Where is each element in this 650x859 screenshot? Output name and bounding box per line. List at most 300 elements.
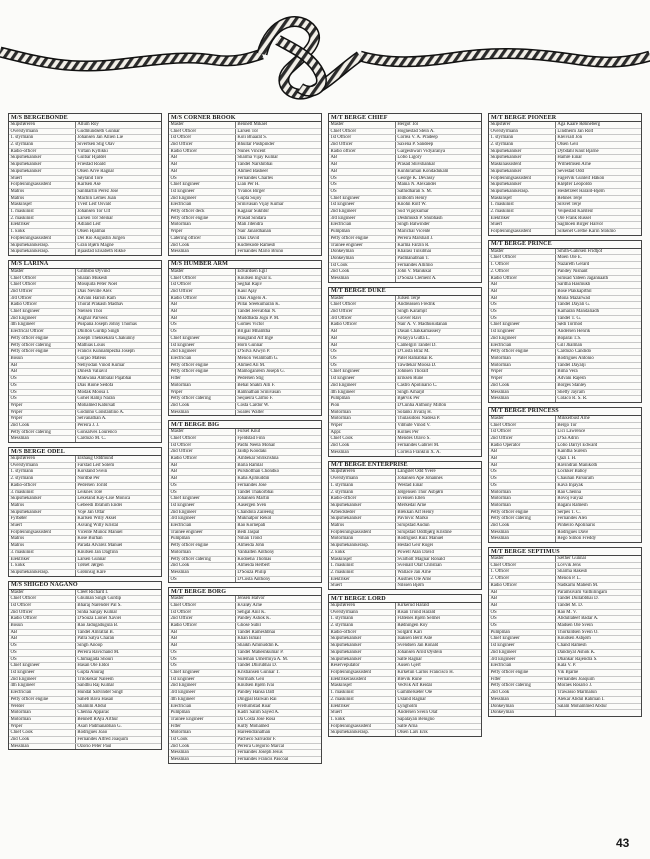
crew-rank: 1. kokk — [329, 717, 396, 723]
crew-rank: AB — [169, 643, 236, 649]
crew-rank: Radio Officer — [9, 302, 76, 308]
crew-row — [329, 309, 481, 316]
crew-rank: Radio-officer — [9, 483, 76, 489]
crew-member-name: Bharaj Narender Pal S. — [77, 602, 122, 608]
crew-member-name: Eldholm Henry — [397, 195, 428, 201]
crew-row — [489, 690, 641, 697]
crew-list-grid — [8, 113, 642, 833]
crew-rank: Skipsmekaniker — [489, 155, 556, 161]
crew-row — [9, 229, 161, 236]
crew-row — [9, 363, 161, 370]
crew-row — [9, 410, 161, 417]
crew-rank: Wiper — [169, 390, 236, 396]
crew-row — [9, 189, 161, 196]
crew-rank: OS — [169, 176, 236, 182]
crew-row — [169, 536, 321, 543]
crew-rank: AB — [329, 162, 396, 168]
crew-member-name: Shamim Abdul — [77, 703, 107, 709]
crew-rank: Chief Engineer — [169, 496, 236, 502]
crew-row — [489, 623, 641, 630]
crew-rank: 2nd Cook — [9, 423, 76, 429]
crew-rank: 1. maskinist — [329, 563, 396, 569]
crew-rank: 4th Engineer — [9, 683, 76, 689]
crew-row — [329, 236, 481, 243]
crew-member-name: Sevestad Odd — [557, 168, 584, 174]
crew-rank: Radio officer — [329, 149, 396, 155]
crew-member-name: Koli Bhaarat S. — [237, 135, 268, 141]
crew-row — [489, 390, 641, 397]
crew-member-name: Vedvik Alf Reidar — [397, 683, 433, 689]
crew-row — [9, 610, 161, 617]
crew-rank: Petty officer engine — [489, 510, 556, 516]
crew-member-name: Makwana Ambalal Pajabhai — [77, 376, 132, 382]
crew-row — [169, 142, 321, 149]
crew-row — [169, 276, 321, 283]
crew-row — [9, 182, 161, 189]
crew-rank: Trainee engineer — [329, 243, 396, 249]
crew-row — [489, 296, 641, 303]
crew-member-name: Kadri Salim Sayed A. — [237, 710, 280, 716]
crew-rank: Skipsmekanikerasp. — [489, 189, 556, 195]
crew-rank: 4th Engineer — [169, 697, 236, 703]
crew-row — [329, 690, 481, 697]
crew-rank: Forpleiningsassistent — [9, 530, 76, 536]
crew-row — [329, 650, 481, 657]
crew-row — [329, 322, 481, 329]
crew-row — [9, 590, 161, 597]
crew-member-name: Nihan Trond — [237, 536, 262, 542]
crew-member-name: Julsen Terje — [397, 295, 421, 301]
crew-member-name: Fernandes Francis Pascoal — [237, 757, 289, 763]
crew-member-name: Langslet Odd Yvere — [397, 469, 436, 475]
crew-member-name: Vik Bjarne — [557, 670, 579, 675]
crew-row — [9, 603, 161, 610]
crew-rank: OS — [9, 643, 76, 649]
crew-row — [329, 349, 481, 356]
crew-row — [489, 222, 641, 229]
crew-member-name: Chenna Apparao — [77, 710, 110, 716]
crew-rank: Petty officer engine — [9, 349, 76, 355]
crew-rank: Wiper — [9, 403, 76, 409]
crew-rank: 1. kokk — [9, 563, 76, 569]
crew-member-name: Jaidip Koodaki — [237, 449, 267, 455]
crew-member-name: Knutsen Jan Dagfinn — [77, 549, 118, 555]
crew-member-name: Fernandes Alfred Joaquim — [77, 737, 128, 743]
crew-member-name: Camelgiri Tandel D. — [397, 342, 437, 348]
crew-member-name: Godinho Constantino A. — [77, 409, 125, 415]
crew-row — [329, 710, 481, 717]
crew-rank: Stuert — [9, 176, 76, 182]
crew-row — [329, 697, 481, 704]
crew-rank: 1. styrmann — [9, 469, 76, 475]
crew-member-name: Joseph Thekkekara Chakunny — [77, 335, 136, 341]
crew-row — [329, 329, 481, 336]
crew-member-name: Kudrekode Ramesh — [237, 242, 276, 248]
crew-rank: Skipsmekanikerasp. — [329, 730, 396, 736]
crew-member-name: Selvanathan A. — [77, 416, 107, 422]
crew-rank: OS — [489, 316, 556, 322]
crew-rank: Overstyrmann — [9, 129, 76, 135]
crew-row — [9, 596, 161, 603]
crew-member-name: Dias Rione Sedofa — [77, 382, 114, 388]
crew-member-name: Marichal Vicente — [397, 229, 431, 235]
crew-rank: 2nd Officer — [9, 289, 76, 295]
crew-member-name: Kala V. P. — [557, 663, 577, 669]
crew-row — [489, 583, 641, 590]
crew-rank: 1st Engineer — [489, 329, 556, 335]
crew-member-name: Singh Anoop — [77, 643, 103, 649]
crew-member-name: Knohn Rolf W. — [397, 202, 427, 208]
crew-rank: Motorman — [489, 363, 556, 369]
crew-row — [329, 196, 481, 203]
crew-rank: Chief Officer — [329, 129, 396, 135]
crew-rank: Skipsføreren — [329, 469, 396, 475]
crew-rank: AB — [489, 596, 556, 602]
crew-member-name: D'Cunha Anthony Milton — [397, 402, 447, 408]
crew-rank: AB — [169, 302, 236, 308]
crew-rank: Stuert — [329, 710, 396, 716]
crew-rank: Radio Officer — [169, 296, 236, 302]
crew-row — [489, 590, 641, 597]
crew-member-name: Asghar Parveez — [77, 315, 108, 321]
crew-rank: OS — [489, 309, 556, 315]
crew-rank: Messman — [169, 757, 236, 763]
crew-rank: OS — [9, 650, 76, 656]
crew-rank: Skipsmekaniker — [9, 155, 76, 161]
crew-row — [169, 229, 321, 236]
crew-rank: Messman — [9, 744, 76, 750]
crew-rank: Skipsmekaniker — [329, 503, 396, 509]
crew-member-name: Sharma Vijay Kumar — [237, 155, 279, 161]
crew-rank: 1. Officer — [489, 262, 556, 268]
crew-row — [489, 469, 641, 476]
crew-row — [329, 536, 481, 543]
crew-rank: 3rd Engineer — [489, 657, 556, 663]
crew-rank: Radio Officer — [169, 623, 236, 629]
crew-row — [9, 630, 161, 637]
crew-member-name: Gomes Victor — [237, 322, 265, 328]
crew-row — [169, 697, 321, 704]
crew-rank: Motorman — [169, 550, 236, 556]
crew-row — [489, 322, 641, 329]
crew-row — [9, 390, 161, 397]
crew-member-name: Gargeshwari Vidyaranya — [397, 148, 445, 154]
crew-rank: Messman — [329, 450, 396, 456]
crew-rank: Skipsmekaniker — [329, 657, 396, 663]
crew-member-name: Pandey Hansa Datt — [237, 690, 275, 696]
crew-member-name: Fernandes Alex — [557, 516, 588, 522]
crew-member-name: Mamoganresh Joseph G. — [237, 369, 285, 375]
crew-row — [169, 176, 321, 183]
crew-member-name: D'Souza Lionel Xavier — [77, 616, 122, 622]
crew-row — [329, 496, 481, 503]
crew-member-name: Pereira J. J. — [77, 423, 100, 429]
crew-row — [329, 469, 481, 476]
ship-crew-table — [488, 407, 642, 543]
crew-rank: 1st Officer — [169, 282, 236, 288]
crew-member-name: Polayya Gutta L. — [397, 335, 431, 341]
crew-member-name: Rao Kornepati — [237, 523, 266, 529]
crew-member-name: Ausen Gjert — [397, 663, 421, 669]
crew-member-name: Francis Kunnampezha Joseph — [77, 349, 135, 355]
crew-rank: Petty officer catering — [169, 557, 236, 563]
crew-rank: 2nd Engineer — [169, 510, 236, 516]
crew-member-name: Tawdekar Moosa D. — [397, 362, 437, 368]
crew-row — [9, 476, 161, 483]
crew-member-name: Veipestad Karstein — [557, 209, 594, 215]
crew-row — [169, 636, 321, 643]
crew-row — [9, 322, 161, 329]
crew-rank: Matros — [9, 503, 76, 509]
crew-rank: Wiper — [9, 416, 76, 422]
crew-row — [169, 376, 321, 383]
ship-crew-table — [488, 547, 642, 717]
crew-rank: Messman — [489, 530, 556, 536]
crew-rank: AB — [489, 463, 556, 469]
crew-member-name: Fernandes Mario Bruno — [237, 249, 284, 255]
crew-rank: 1. styrmann — [9, 135, 76, 141]
crew-rank: AB — [169, 162, 236, 168]
crew-row — [169, 704, 321, 711]
crew-rank: 2nd Officer — [329, 309, 396, 315]
crew-member-name: Pereira Marshall J. — [397, 235, 434, 241]
crew-row — [169, 550, 321, 557]
crew-rank: Skipsmekaniker — [9, 169, 76, 175]
crew-row — [329, 122, 481, 129]
crew-row — [169, 162, 321, 169]
crew-member-name: Bennett Mikael — [237, 121, 268, 127]
crew-member-name: Bhullar Pushpinder — [237, 142, 275, 147]
crew-rank: AB — [9, 636, 76, 642]
crew-row — [489, 650, 641, 657]
crew-member-name: Modak Moosa I. — [77, 389, 110, 395]
crew-rank: Elektriker — [489, 216, 556, 222]
crew-member-name: Gulbar Hjalder — [77, 155, 107, 161]
crew-rank: OS — [489, 476, 556, 482]
crew-row — [9, 403, 161, 410]
crew-member-name: Gonsalves Lourenco — [77, 429, 117, 435]
crew-row — [489, 363, 641, 370]
crew-member-name: Shaikh Aminuddin K. — [237, 643, 280, 649]
ship-name: M/S HUMBER ARM — [169, 261, 321, 269]
crew-row — [329, 142, 481, 149]
crew-rank: Chief Engineer — [9, 663, 76, 669]
crew-member-name: Pedersen Torild — [77, 482, 108, 488]
crew-rank: AB — [329, 343, 396, 349]
crew-rank: Messman — [489, 536, 556, 542]
crew-rank: Electrician — [329, 222, 396, 228]
crew-rank: Motorman — [9, 710, 76, 716]
crew-member-name: Lockker Baboy — [557, 469, 588, 475]
crew-rank: 1st Cook — [329, 263, 396, 269]
crew-member-name: Fernandes Allimio — [397, 262, 433, 268]
crew-row — [169, 543, 321, 550]
crew-member-name: Vibhute Vinod V. — [397, 423, 431, 429]
crew-member-name: Nellyodan Vinod Kumar — [77, 362, 125, 368]
crew-row — [489, 657, 641, 664]
crew-row — [489, 429, 641, 436]
crew-list — [489, 122, 641, 235]
crew-member-name: Khan Ismail — [237, 636, 261, 642]
crew-member-name: Søyland Tore — [77, 175, 103, 181]
crew-row — [329, 209, 481, 216]
crew-row — [329, 129, 481, 136]
crew-rank: OS — [9, 376, 76, 382]
crew-rank: Pumpman — [489, 630, 556, 636]
crew-member-name: Khalasi Tulsibhai — [397, 249, 432, 255]
crew-row — [169, 717, 321, 724]
crew-member-name: Voje Jan Ottar — [77, 509, 105, 515]
crew-rank: AB — [9, 363, 76, 369]
crew-rank: 1. styrmann — [329, 483, 396, 489]
crew-row — [329, 229, 481, 236]
crew-rank: 2nd Cook — [489, 690, 556, 696]
crew-row — [489, 643, 641, 650]
crew-row — [329, 436, 481, 443]
crew-row — [9, 436, 161, 442]
crew-member-name: Lici Lawrence — [557, 429, 586, 435]
crew-row — [489, 155, 641, 162]
ship-crew-table — [168, 420, 322, 583]
crew-rank: 1st Engineer — [329, 202, 396, 208]
crew-rank: Skipsmekaniker — [329, 636, 396, 642]
crew-row — [9, 302, 161, 309]
crew-row — [9, 737, 161, 744]
crew-rank: 2. kokk — [329, 550, 396, 556]
crew-row — [489, 122, 641, 129]
crew-rank: Matros — [9, 189, 76, 195]
ship-crew-table — [328, 461, 482, 591]
crew-row — [489, 142, 641, 149]
crew-rank: Chief Engineer — [9, 309, 76, 315]
crew-rank: 4th Engineer — [329, 390, 396, 396]
crew-row — [169, 449, 321, 456]
crew-row — [9, 496, 161, 503]
crew-rank: Pumpman — [169, 710, 236, 716]
crew-member-name: Nielsen Thor — [77, 309, 103, 315]
crew-row — [489, 176, 641, 183]
crew-row — [169, 316, 321, 323]
crew-member-name: Knutsen Bjørn Ivar — [237, 683, 275, 689]
crew-rank: 3rd Engineer — [169, 690, 236, 696]
crew-row — [489, 135, 641, 142]
crew-rank: Chief Engineer — [329, 369, 396, 375]
crew-row — [329, 523, 481, 530]
crew-member-name: Rehnes Terje — [557, 195, 583, 201]
crew-rank: Skipsmekanikerasp. — [9, 570, 76, 576]
crew-rank: Chief Officer — [169, 603, 236, 609]
crew-row — [329, 557, 481, 564]
crew-member-name: Tandel M. D. — [557, 602, 583, 608]
crew-row — [329, 269, 481, 276]
crew-member-name: Nair Janardhanan — [237, 229, 272, 235]
crew-member-name: Kava Injayak — [557, 482, 584, 488]
crew-member-name: Singh Amarjit — [397, 389, 425, 395]
crew-member-name: Sanmartin Perez Jose — [77, 188, 119, 194]
crew-row — [169, 269, 321, 276]
crew-row — [329, 176, 481, 183]
crew-row — [169, 343, 321, 350]
crew-row — [169, 322, 321, 329]
crew-rank: OS — [489, 302, 556, 308]
crew-row — [9, 503, 161, 510]
crew-member-name: Austnes Ole Arne — [397, 576, 432, 582]
crew-row — [9, 149, 161, 156]
crew-member-name: Kristiansen Gunnar T. — [237, 670, 280, 675]
crew-row — [169, 456, 321, 463]
crew-rank: Donkeyman — [329, 249, 396, 255]
crew-rank: AB — [169, 155, 236, 161]
crew-member-name: Tveit Leif Osvald — [77, 202, 112, 208]
crew-rank: Arbeidsleder — [329, 510, 396, 516]
crew-rank: Radio-officer — [329, 496, 396, 502]
crew-rank: Skipsmekaniker — [489, 169, 556, 175]
crew-row — [329, 657, 481, 664]
crew-row — [9, 142, 161, 149]
crew-member-name: Svendsen Jan Ronald — [397, 643, 439, 649]
crew-member-name: Sødi Tormod — [557, 322, 583, 328]
crew-member-name: Leiknes Tore — [77, 489, 103, 495]
crew-row — [329, 430, 481, 437]
crew-row — [489, 436, 641, 443]
crew-rank: Motorman — [489, 496, 556, 502]
crew-member-name: Sinha Sanjay Kumar — [77, 609, 118, 615]
crew-member-name: Pandey Nishant — [557, 268, 588, 274]
crew-member-name: Jørgensen Thor Asbjørn — [397, 489, 444, 495]
crew-row — [329, 363, 481, 370]
crew-row — [169, 610, 321, 617]
crew-member-name: Normark Geir — [237, 676, 265, 682]
crew-rank: Electrician — [169, 202, 236, 208]
crew-member-name: Friestad Roald — [77, 162, 106, 168]
crew-rank: Matros — [9, 543, 76, 549]
crew-rank: OS — [329, 189, 396, 195]
crew-rank: 1st Officer — [169, 610, 236, 616]
crew-row — [489, 630, 641, 637]
page-column — [488, 113, 642, 833]
crew-row — [169, 469, 321, 476]
crew-rank: Fitter — [489, 677, 556, 683]
crew-rank: Master — [169, 269, 236, 275]
crew-member-name: Ahmed Basheer — [237, 168, 269, 174]
crew-member-name: Brijpal Mhamtha — [237, 329, 271, 335]
crew-member-name: Nair A. V. Madhusudanan — [397, 322, 448, 328]
crew-member-name: Padhi Neela Mohan — [237, 442, 276, 448]
crew-row — [9, 724, 161, 731]
crew-row — [329, 390, 481, 397]
crew-row — [329, 717, 481, 724]
crew-row — [169, 710, 321, 717]
crew-rank: Skipsmekaniker — [9, 162, 76, 168]
crew-rank: 4th Engineer — [9, 322, 76, 328]
crew-list — [169, 429, 321, 582]
crew-member-name: Fagervik Gunleif Håkon — [557, 175, 605, 181]
crew-row — [9, 516, 161, 523]
crew-member-name: Aga Kaare Rønneberg — [557, 121, 601, 127]
crew-row — [489, 416, 641, 423]
crew-member-name: Sequeira Carmo F. — [237, 396, 274, 402]
crew-row — [169, 496, 321, 503]
crew-member-name: Hamre Einar — [557, 155, 583, 161]
crew-member-name: Borges Stanley — [557, 382, 587, 388]
ship-crew-table — [8, 581, 162, 751]
crew-row — [169, 463, 321, 470]
crew-row — [169, 724, 321, 731]
crew-member-name: Knutsen Ingvar E. — [237, 275, 273, 281]
crew-member-name: Sandhu Raj Kumar — [77, 683, 115, 689]
crew-member-name: Shetty Jayram — [557, 389, 585, 395]
crew-rank: Electrician — [9, 690, 76, 696]
